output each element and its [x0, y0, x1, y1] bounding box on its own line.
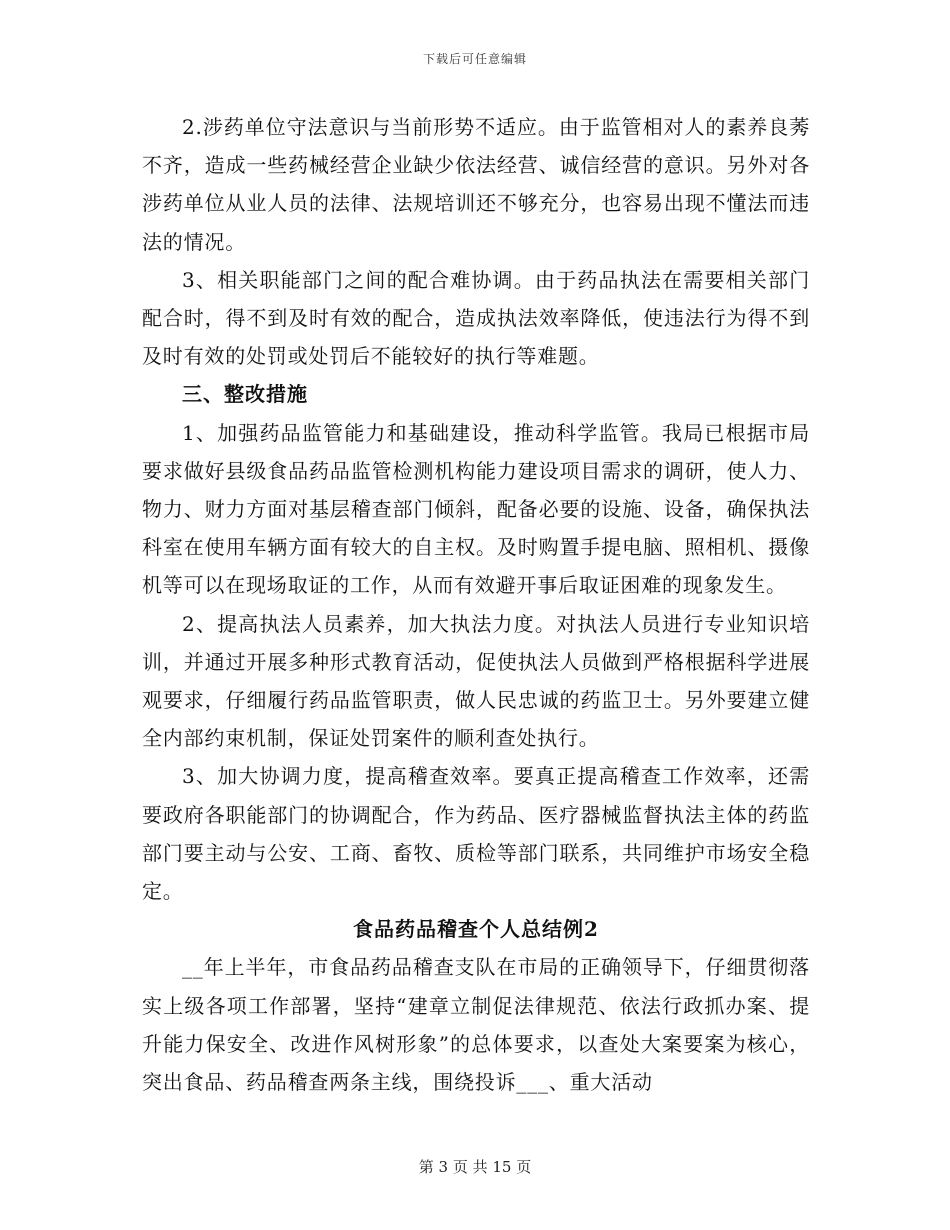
page-number-footer: 第 3 页 共 15 页 — [418, 1158, 532, 1176]
document-body — [142, 108, 810, 1101]
paragraph-staff-quality: 2、提高执法人员素养，加大执法力度。对执法人员进行专业知识培训，并通过开展多种形式教育活动，促使执法人员做到严格根据科学进展观要求，仔细履行药品监管职责，做人民忠诚的药监卫士。另外要建立健全内部约束机制，保证处罚案件的顺利查处执行。 — [142, 611, 810, 751]
section-heading-rectification: 三、整改措施 — [182, 382, 308, 407]
paragraph-coordination-efficiency: 3、加大协调力度，提高稽查效率。要真正提高稽查工作效率，还需要政府各职能部门的协调配合，作为药品、医疗器械监督执法主体的药监部门要主动与公安、工商、畜牧、质检等部门联系，共同维护市场安全稳定。 — [142, 764, 810, 904]
page-header-note: 下载后可任意编辑 — [422, 52, 527, 66]
paragraph-capacity-building: 1、加强药品监管能力和基础建设，推动科学监管。我局已根据市局要求做好县级食品药品监管检测机构能力建设项目需求的调研，使人力、物力、财力方面对基层稽查部门倾斜，配备必要的设施、设备，确保执法科室在使用车辆方面有较大的自主权。及时购置手提电脑、照相机、摄像机等可以在现场取证的工作，从而有效避开事后取证困难的现象发生。 — [142, 420, 810, 598]
paragraph-compliance-awareness: 2.涉药单位守法意识与当前形势不适应。由于监管相对人的素养良莠不齐，造成一些药械经营企业缺少依法经营、诚信经营的意识。另外对各涉药单位从业人员的法律、法规培训还不够充分，也容易出现不懂法而违法的情况。 — [142, 115, 810, 254]
paragraph-department-coordination: 3、相关职能部门之间的配合难协调。由于药品执法在需要相关部门配合时，得不到及时有效的配合，造成执法效率降低，使违法行为得不到及时有效的处罚或处罚后不能较好的执行等难题。 — [142, 267, 810, 369]
article-title: 食品药品稽查个人总结例2 — [353, 917, 599, 942]
paragraph-half-year-summary: __年上半年，市食品药品稽查支队在市局的正确领导下，仔细贯彻落实上级各项工作部署，坚持“建章立制促法律规范、依法行政抓办案、提升能力保安全、改进作风树形象”的总体要求，以查处大案要案为核心，突出食品、药品稽查两条主线，围绕投诉___、重大活动 — [142, 955, 810, 1095]
